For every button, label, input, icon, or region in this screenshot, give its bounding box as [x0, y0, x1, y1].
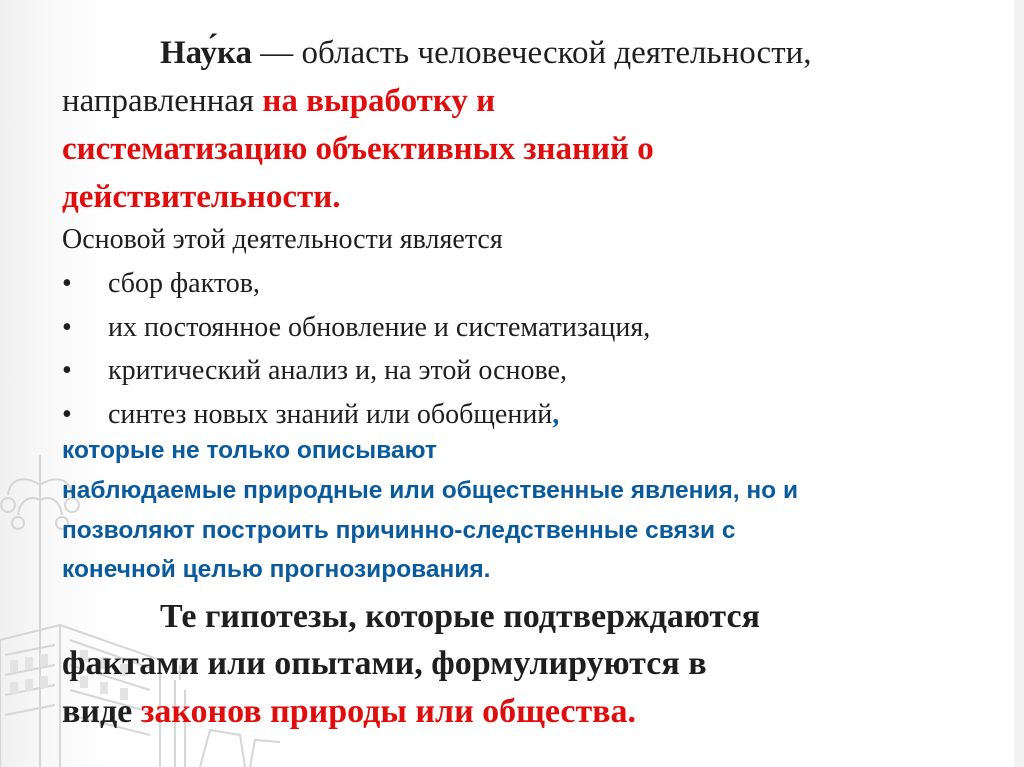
bullet-item: [62, 401, 559, 429]
definition-line2-lead: направленная: [62, 83, 263, 119]
hypotheses-line-2: фактами или опытами, формулируются в: [62, 645, 707, 682]
definition-line-1: [160, 37, 812, 70]
blue-text-line-1: которые не только описывают: [62, 437, 437, 464]
bullet-text: критический анализ и, на этой основе,: [108, 355, 567, 386]
hypotheses-line3-highlight: законов природы или общества.: [140, 693, 637, 730]
blue-text-line-2: наблюдаемые природные или общественные явления, но и: [62, 477, 799, 504]
bullet-trailing-comma: ,: [552, 399, 560, 430]
bullet-text: их постоянное обновление и систематизация,: [108, 312, 651, 343]
bullet-text: сбор фактов,: [108, 268, 260, 299]
definition-line-4: действительности.: [62, 179, 341, 215]
bullet-icon: •: [62, 312, 72, 343]
blue-text-line-4: конечной целью прогнозирования.: [62, 556, 491, 583]
hypotheses-line3-lead: виде: [62, 693, 141, 730]
bullet-item: [62, 357, 567, 385]
bullet-item: [62, 270, 260, 298]
definition-line-2: [62, 85, 495, 118]
basis-text: Основой этой деятельности является: [62, 224, 503, 255]
bullet-icon: •: [62, 399, 72, 430]
term-nauka: Нау́ка: [160, 35, 253, 71]
hypotheses-line-3: [62, 695, 636, 729]
blue-text-line-3: позволяют построить причинно-следственные связи с: [62, 517, 736, 544]
definition-line2-highlight: на выработку и: [262, 83, 496, 119]
definition-lead: — область человеческой деятельности,: [252, 35, 812, 71]
definition-line-3: систематизацию объективных знаний о: [62, 131, 654, 167]
bullet-icon: •: [62, 355, 72, 386]
bullet-icon: •: [62, 268, 72, 299]
bullet-text: синтез новых знаний или обобщений: [108, 399, 553, 430]
bullet-item: [62, 314, 650, 342]
hypotheses-line-1: Те гипотезы, которые подтверждаются: [160, 598, 760, 635]
